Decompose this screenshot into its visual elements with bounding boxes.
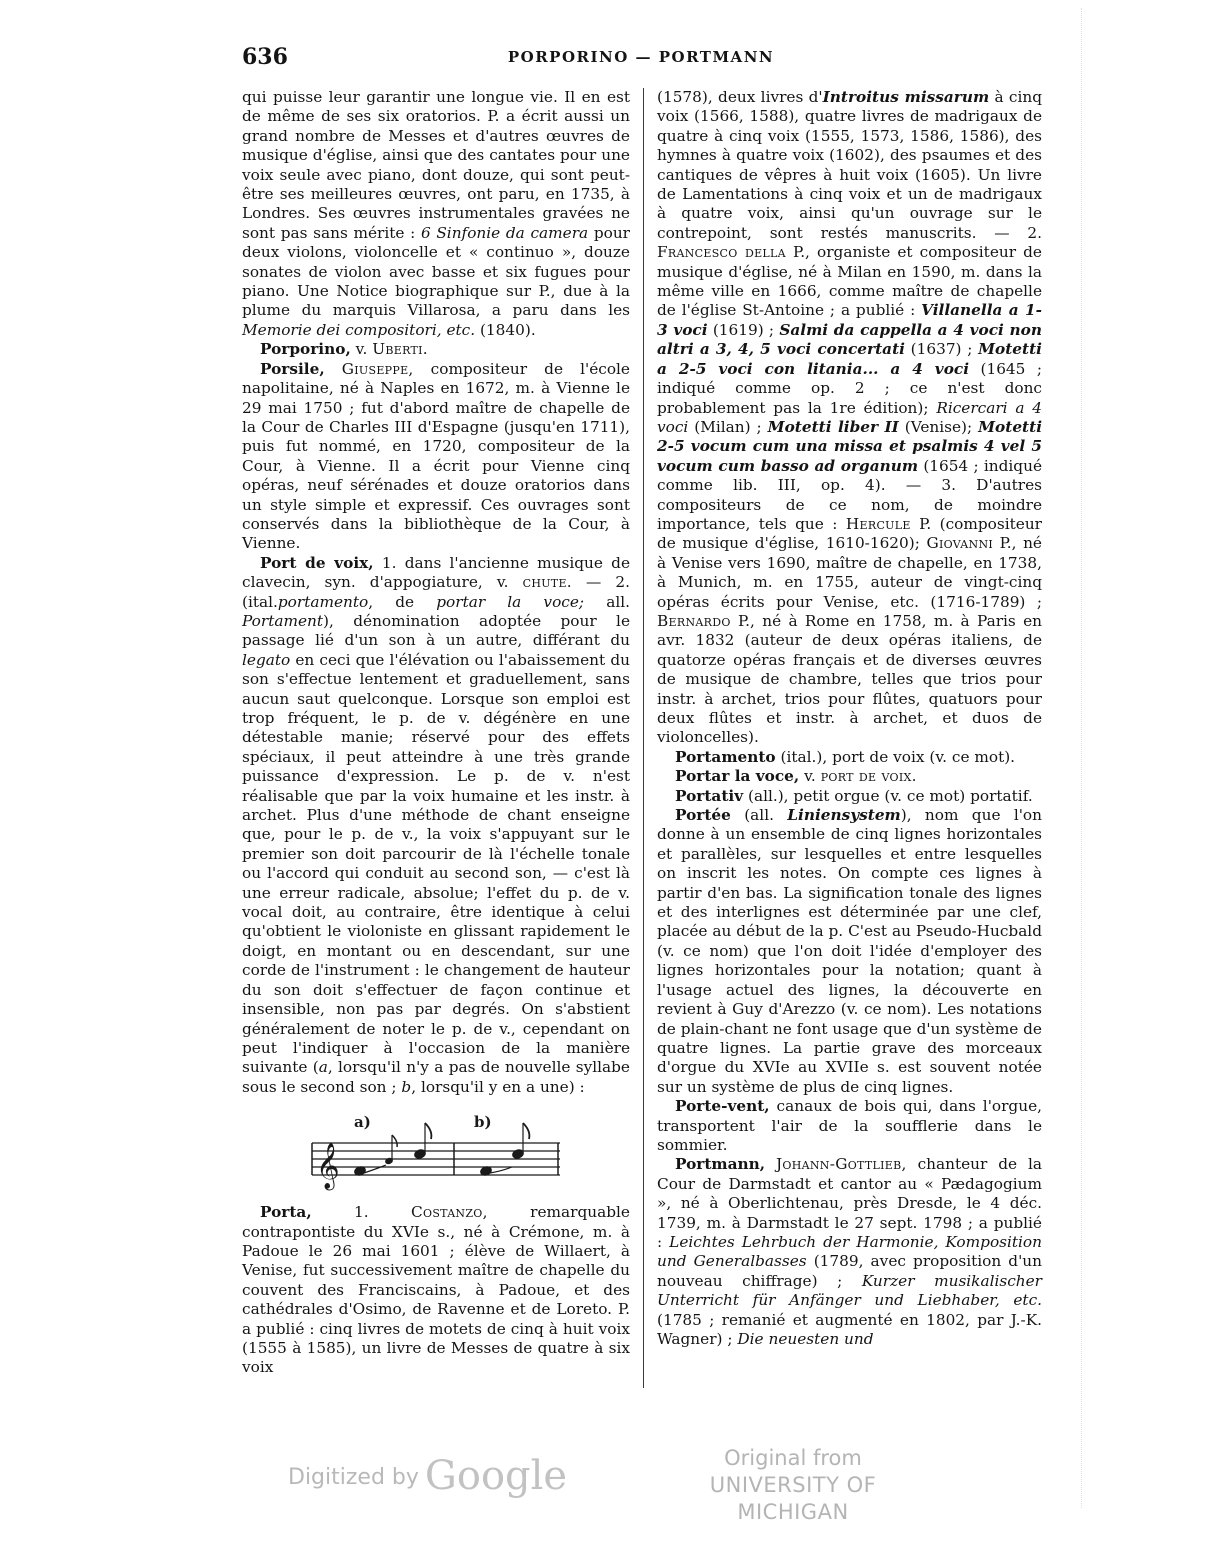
original-from-watermark: Original from UNIVERSITY OF MICHIGAN [709,1446,877,1524]
treble-clef-icon: 𝄞 [316,1143,340,1190]
entry-porte-vent: Porte-vent, canaux de bois qui, dans l'orgue, transportent l'air de la soufflerie dans le sommier. [657,1097,1042,1154]
entry-port-de-voix: Port de voix, 1. dans l'ancienne musique de clavecin, syn. d'appogiature, v. chute. — 2. (ital.portamento, de portar la voce; all. Portament), dénomination adoptée pour le passage lié d'un son à un autre, différant du legato en ceci que l'élévation ou l'abaissement du son s'effectue lentement et graduellement, sans aucun saut quelconque. Lorsque son emploi est trop fréquent, le p. de v. dégénère en une détestable manie; réservé pour des effets spéciaux, il peut atteindre à une très grande puissance d'expression. Le p. de v. n'est réalisable que par la voix humaine et les instr. à archet. Plus d'une méthode de chant enseigne que, pour le p. de v., la voix s'appuyant sur le premier son doit parcourir de là l'échelle tonale ou l'accord qui conduit au second son, — c'est là une erreur radicale, absolue; l'effet du p. de v. vocal doit, au contraire, être identique à celui qu'obtient le violoniste en glissant rapidement le doigt, en montant ou en descendant, sur une corde de l'instrument : le changement de hauteur du son doit s'effectuer de façon continue et insensible, non pas par degrés. On s'abstient généralement de noter le p. de v., cependant on peut l'indiquer à l'occasion de la manière suivante (a, lorsqu'il n'y a pas de nouvelle syllabe sous le second son ; b, lorsqu'il y en a une) : [242,553,631,1096]
scan-edge-line [1081,8,1083,1508]
headword: Porsile, [260,359,325,378]
cross-reference: Uberti. [372,340,428,359]
entry-portamento: Portamento (ital.), port de voix (v. ce mot). [675,747,1016,766]
page-header [242,44,1040,74]
music-label-b: b) [474,1113,492,1132]
right-column [657,88,1042,1349]
cross-reference: port de voix. [820,767,917,786]
page-number: 636 [242,44,288,70]
left-column [242,88,630,1378]
headword: Porta, [260,1203,312,1222]
headword: Port de voix, [260,553,374,572]
notes-a [353,1123,431,1177]
entry-portar-la-voce: Portar la voce, v. port de voix. [675,767,917,786]
headword: Portmann, [675,1155,766,1174]
notes-b [479,1123,529,1177]
headword: Portamento [675,747,776,766]
running-head: PORPORINO — PORTMANN [507,48,775,66]
entry-porta: Porta, 1. Costanzo, remarquable contrapontiste du XVIe s., né à Crémone, m. à Padoue le 26 mai 1601 ; élève de Willaert, à Venise, fut successivement maître de chapelle du couvent des Franciscains, à Padoue, et des cathédrales d'Osimo, de Ravenne et de Loreto. P. a publié : cinq livres de motets de cinq à huit voix (1555 à 1585), un livre de Messes de quatre à six voix [242,1203,630,1377]
music-label-a: a) [354,1113,371,1132]
music-example [304,1109,566,1191]
digitized-by-google-watermark: Digitized by Google [288,1453,568,1499]
music-staff-figure [304,1109,566,1191]
column-separator [643,88,644,1388]
headword: Porporino, [260,340,351,359]
entry-portmann: Portmann, Johann-Gottlieb, chanteur de la Cour de Darmstadt et cantor au « Pædagogium », né à Oberlichtenau, près Dresde, le 4 déc. 1739, m. à Darmstadt le 27 sept. 1798 ; a publié : Leichtes Lehrbuch der Harmonie, Komposition und Generalbasses (1789, avec proposition d'un nouveau chiffrage) ; Kurzer musikalischer Unterricht für Anfänger und Liebhaber, etc. (1785 ; remanié et augmenté en 1802, par J.-K. Wagner) ; Die neuesten und [657,1155,1042,1348]
headword: Portée [675,806,731,825]
entry-portativ: Portativ (all.), petit orgue (v. ce mot) portatif. [675,786,1033,805]
headword: Portativ [675,786,744,805]
headword: Portar la voce, [675,767,800,786]
digitization-footer [0,1445,1207,1524]
entry-porsile: Porsile, Giuseppe, compositeur de l'école napolitaine, né à Naples en 1672, m. à Vienne le 29 mai 1750 ; fut d'abord maître de chapelle de la Cour de Charles III d'Espagne (jusqu'en 1711), puis fut nommé, en 1720, compositeur de la Cour, à Vienne. Il a écrit pour Vienne cinq opéras, neuf sérénades et douze oratorios dans un style simple et expressif. Ces ouvrages sont conservés dans la bibliothèque de la Cour, à Vienne. [242,359,630,553]
entry-porta-continued: (1578), deux livres d'Introitus missarum à cinq voix (1566, 1588), quatre livres de madrigaux de quatre à cinq voix (1555, 1573, 1586, 1586), des hymnes à quatre voix (1602), des psaumes et des cantiques de vêpres à huit voix (1605). Un livre de Lamentations à cinq voix et un de madrigaux à quatre voix, ainsi qu'un ouvrage sur le contrepoint, sont restés manuscrits. — 2. Francesco della P., organiste et compositeur de musique d'église, né à Milan en 1590, m. dans la même ville en 1666, comme maître de chapelle de l'église St-Antoine ; a publié : Villanella a 1-3 voci (1619) ; Salmi da cappella a 4 voci non altri a 3, 4, 5 voci concertati (1637) ; Motetti a 2-5 voci con litania... a 4 voci (1645 ; indiqué comme op. 2 ; ce n'est donc probablement pas la 1re édition); Ricercari a 4 voci (Milan) ; Motetti liber II (Venise); Motetti 2-5 vocum cum una missa et psalmis 4 vel 5 vocum cum basso ad organum (1654 ; indiqué comme lib. III, op. 4). — 3. D'autres compositeurs de ce nom, de moindre importance, tels que : Hercule P. (compositeur de musique d'église, 1610-1620); Giovanni P., né à Venise vers 1690, maître de chapelle, en 1738, à Munich, m. en 1755, auteur de vingt-cinq opéras écrits pour Venise, etc. (1716-1789) ; Bernardo P., né à Rome en 1758, m. à Paris en avr. 1832 (auteur de deux opéras italiens, de quatorze opéras français et de diverses œuvres de musique de chambre, telles que trios pour instr. à archet, trios pour flûtes, quatuors pour deux flûtes et instr. à archet, et duos de violoncelles). [657,88,1043,747]
entry-porpora-continued: qui puisse leur garantir une longue vie. Il en est de même de ses six oratorios. P. a écrit aussi un grand nombre de Messes et d'autres œuvres de musique d'église, ainsi que des cantates pour une voix seule avec piano, dont douze, qui sont peut-être ses meilleures œuvres, ont paru, en 1735, à Londres. Ses œuvres instrumentales gravées ne sont pas sans mérite : 6 Sinfonie da camera pour deux violons, violoncelle et « continuo », douze sonates de violon avec basse et six fugues pour piano. Une Notice biographique sur P., due à la plume du marquis Villarosa, a paru dans les Memorie dei compositori, etc. (1840). [242,88,630,339]
entry-portee: Portée (all. Liniensystem), nom que l'on donne à un ensemble de cinq lignes horizontales et parallèles, sur lesquelles et entre lesquelles on inscrit les notes. On compte ces lignes à partir d'en bas. La signification tonale des lignes et des interlignes est déterminée par une clef, placée au début de la p. C'est au Pseudo-Hucbald (v. ce nom) que l'on doit l'idée d'employer des lignes horizontales pour la notation; quant à l'usage actuel des lignes, la découverte en revient à Guy d'Arezzo (v. ce nom). Les notations de plain-chant ne font usage que d'un système de quatre lignes. La partie grave des morceaux d'orgue du XVIe au XVIIe s. est souvent notée sur un système de plus de cinq lignes. [657,806,1042,1096]
headword: Porte-vent, [675,1097,770,1116]
entry-porporino: Porporino, v. Uberti. [260,340,428,359]
cross-reference: chute. [522,573,572,592]
google-logo: Google [424,1453,568,1499]
